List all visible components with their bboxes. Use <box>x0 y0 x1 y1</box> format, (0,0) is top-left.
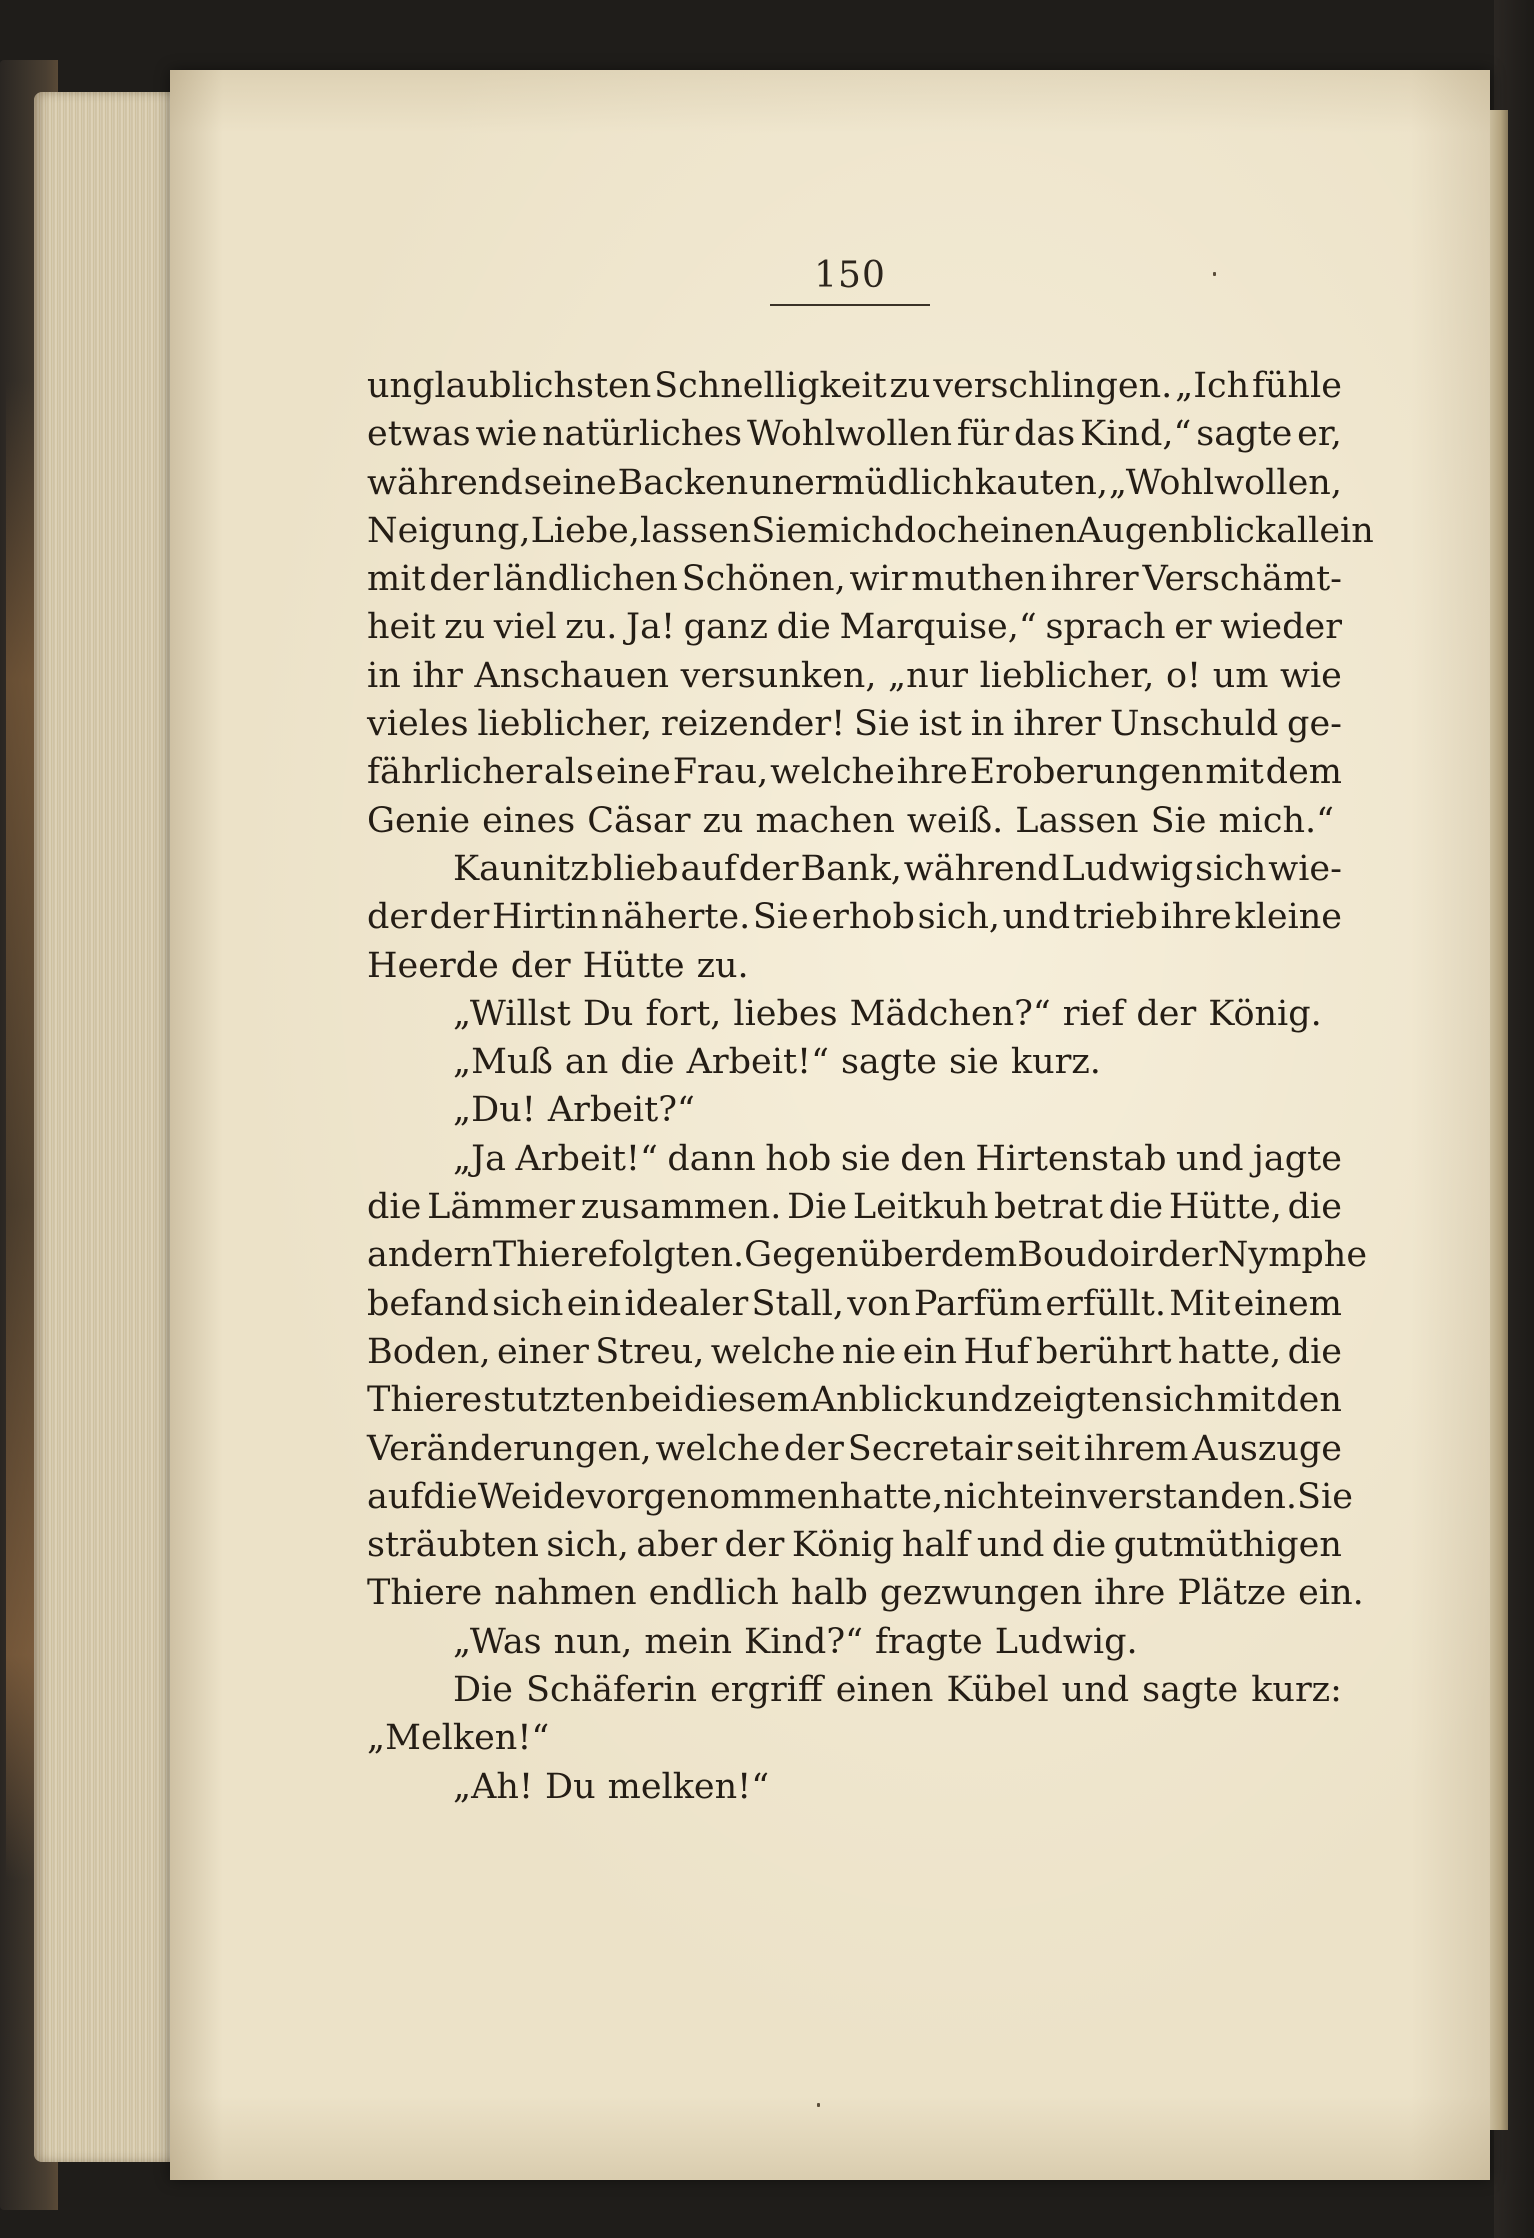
word: Heerde <box>367 945 499 986</box>
text-line <box>367 942 1342 990</box>
word: welche <box>655 1428 781 1469</box>
text-line <box>367 1569 1364 1617</box>
word: endlich <box>648 1573 779 1614</box>
word: der <box>738 848 799 889</box>
text-line <box>367 362 1342 410</box>
word: Verschämt- <box>1142 559 1342 600</box>
text-line <box>367 459 1342 507</box>
word: ihr <box>412 655 463 696</box>
word: erhob <box>811 897 915 938</box>
page-right-edge <box>1490 110 1508 2130</box>
word: mit <box>1205 752 1264 793</box>
word: wie <box>1280 655 1342 696</box>
word: ihrer <box>1050 559 1139 600</box>
word: eines <box>482 800 576 841</box>
word: ergriff <box>710 1670 823 1711</box>
word: „Muß <box>453 1042 553 1083</box>
word: lassen <box>639 510 752 551</box>
word: liebes <box>733 993 838 1034</box>
word: jagte <box>1253 1138 1342 1179</box>
word: Stall, <box>751 1283 844 1324</box>
word: auf <box>367 1476 424 1517</box>
word: Sie <box>853 704 910 745</box>
word: sprach <box>1045 607 1166 648</box>
word: halb <box>790 1573 868 1614</box>
word: reizender! <box>660 704 846 745</box>
word: allein <box>1276 510 1374 551</box>
word: ein <box>902 1331 958 1372</box>
word: kurz. <box>1010 1042 1101 1083</box>
word: trieb <box>1072 897 1158 938</box>
word: wir <box>849 559 908 600</box>
word: „Ich <box>1175 366 1250 406</box>
word: Auszuge <box>1192 1428 1342 1469</box>
word: Boden, <box>367 1331 491 1372</box>
word: zu. <box>565 607 618 648</box>
word: etwas <box>367 414 471 455</box>
text-line <box>367 1714 1342 1762</box>
word: Kübel <box>946 1670 1049 1711</box>
word: blieb <box>590 848 679 889</box>
word: der <box>1157 1235 1218 1276</box>
word: Augenblick <box>1076 510 1277 551</box>
text-line <box>367 1086 1342 1134</box>
word: den <box>1276 1380 1342 1421</box>
word: Eroberungen <box>969 752 1204 793</box>
word: und <box>976 1525 1045 1566</box>
word: fort, <box>645 993 722 1034</box>
word: viel <box>493 607 557 648</box>
word: die <box>1051 1525 1107 1566</box>
word: Sie <box>751 510 808 551</box>
text-line <box>367 652 1342 700</box>
word: der <box>429 559 490 600</box>
word: vorgenommen <box>585 1476 840 1517</box>
word: der <box>429 897 490 938</box>
text-line <box>367 1425 1342 1473</box>
word: nicht <box>943 1476 1034 1517</box>
word: lieblicher, <box>477 704 653 745</box>
page-header <box>770 254 930 306</box>
text-line <box>367 700 1342 748</box>
text-line <box>367 748 1342 796</box>
word: die <box>423 1476 478 1517</box>
word: Die <box>787 1187 848 1228</box>
word: o! <box>1165 655 1202 696</box>
word: ein <box>566 1283 622 1324</box>
word: andern <box>367 1235 493 1276</box>
word: Marquise,“ <box>839 607 1037 648</box>
text-line <box>367 1231 1368 1279</box>
word: Secretair <box>847 1428 1013 1469</box>
word: stutzten <box>483 1380 628 1421</box>
word: ihre <box>896 752 968 793</box>
word: Anschauen <box>474 655 669 696</box>
word: nahmen <box>494 1573 637 1614</box>
word: Sie <box>752 897 809 938</box>
word: die <box>1287 1331 1342 1372</box>
text-line <box>367 507 1374 555</box>
page-number: 150 <box>814 255 886 296</box>
word: an <box>564 1042 609 1083</box>
word: wieder <box>1220 607 1342 648</box>
word: mit <box>1216 1380 1276 1421</box>
word: kleine <box>1234 897 1342 938</box>
word: nie <box>841 1331 897 1372</box>
word: bei <box>628 1380 683 1421</box>
word: ihrer <box>1013 704 1102 745</box>
word: Kaunitz <box>453 848 589 889</box>
word: muthen <box>911 559 1047 600</box>
word: sich <box>1195 848 1267 889</box>
word: „Ah! <box>453 1766 534 1807</box>
word: als <box>543 752 594 793</box>
text-line <box>367 410 1342 458</box>
word: hatte, <box>1177 1331 1282 1372</box>
word: seit <box>1016 1428 1081 1469</box>
header-rule <box>770 304 930 306</box>
word: hob <box>765 1138 832 1179</box>
word: rief <box>1062 993 1125 1034</box>
word: Schäferin <box>525 1670 698 1711</box>
word: Kind?“ <box>744 1621 863 1662</box>
word: Ja! <box>626 607 676 648</box>
word: Arbeit?“ <box>547 1090 695 1131</box>
word: gezwungen <box>879 1573 1083 1614</box>
word: Schnelligkeit <box>654 366 887 406</box>
word: weiß. <box>906 800 1004 841</box>
word: Thiere <box>492 1235 609 1276</box>
word: einen <box>979 510 1077 551</box>
word: natürliches <box>542 414 743 455</box>
word: Frau, <box>672 752 769 793</box>
text-line <box>367 1521 1342 1569</box>
word: diesem <box>683 1380 810 1421</box>
word: einer <box>496 1331 589 1372</box>
word: die <box>1287 1187 1342 1228</box>
word: Thiere <box>367 1573 483 1614</box>
word: „Melken!“ <box>367 1718 550 1759</box>
word: in <box>970 704 1005 745</box>
word: zu. <box>696 945 749 986</box>
word: während <box>367 462 523 503</box>
word: die <box>367 1187 422 1228</box>
word: zu <box>702 800 744 841</box>
word: Du <box>582 993 634 1034</box>
word: unermüdlich <box>748 462 975 503</box>
text-line <box>367 1618 1342 1666</box>
word: Anblick <box>810 1380 945 1421</box>
word: erfüllt. <box>1045 1283 1166 1324</box>
word: um <box>1212 655 1269 696</box>
body-text <box>367 362 1374 1811</box>
word: Du <box>545 1766 596 1807</box>
word: König. <box>1208 993 1322 1034</box>
word: sagte <box>1196 414 1293 455</box>
word: der <box>510 945 571 986</box>
text-line <box>367 1038 1342 1086</box>
word: Thiere <box>367 1380 483 1421</box>
word: ganz <box>683 607 768 648</box>
word: fährlicher <box>367 752 543 793</box>
word: Bank, <box>800 848 902 889</box>
word: doch <box>893 510 980 551</box>
text-line <box>367 845 1342 893</box>
text-line <box>367 555 1342 603</box>
word: für <box>956 414 1010 455</box>
word: aber <box>636 1525 718 1566</box>
word: Ludwig. <box>994 1621 1138 1662</box>
word: einem <box>1233 1283 1342 1324</box>
word: sie <box>948 1042 999 1083</box>
word: welche <box>770 752 895 793</box>
word: das <box>1014 414 1076 455</box>
ink-speck <box>817 2103 820 2107</box>
word: Arbeit!“ <box>686 1042 829 1083</box>
word: ihre <box>1094 1573 1166 1614</box>
word: von <box>847 1283 911 1324</box>
text-line <box>367 1763 1342 1811</box>
word: Genie <box>367 800 471 841</box>
word: Neigung, <box>367 510 531 551</box>
text-line <box>367 603 1342 651</box>
word: auf <box>680 848 737 889</box>
word: die <box>776 607 831 648</box>
word: Backen <box>617 462 749 503</box>
word: Hütte, <box>1168 1187 1282 1228</box>
word: welche <box>710 1331 836 1372</box>
word: ihre <box>1160 897 1232 938</box>
word: ihrem <box>1083 1428 1189 1469</box>
word: und <box>1176 1138 1244 1179</box>
word: nun, <box>553 1621 633 1662</box>
word: König <box>791 1525 895 1566</box>
word: dem <box>1265 752 1342 793</box>
word: der <box>724 1525 785 1566</box>
text-line <box>367 1376 1342 1424</box>
text-line <box>367 1135 1342 1183</box>
word: vieles <box>367 704 469 745</box>
word: mich.“ <box>1218 800 1335 841</box>
word: zu <box>889 366 931 406</box>
text-line <box>367 893 1342 941</box>
word: „Du! <box>453 1090 536 1131</box>
word: Cäsar <box>587 800 691 841</box>
word: mein <box>644 1621 733 1662</box>
text-line <box>367 990 1342 1038</box>
word: Mit <box>1169 1283 1231 1324</box>
word: und <box>1002 897 1071 938</box>
word: mich <box>807 510 894 551</box>
word: versunken, <box>680 655 877 696</box>
word: Streu, <box>595 1331 705 1372</box>
word: „nur <box>888 655 968 696</box>
word: zeigten <box>1013 1380 1144 1421</box>
word: während <box>903 848 1060 889</box>
word: kauten, <box>975 462 1109 503</box>
word: Gegenüber <box>744 1235 941 1276</box>
word: seine <box>523 462 617 503</box>
word: die <box>1108 1187 1164 1228</box>
word: gutmüthigen <box>1113 1525 1342 1566</box>
word: befand <box>367 1283 489 1324</box>
word: Lassen <box>1015 800 1139 841</box>
word: Unschuld <box>1109 704 1279 745</box>
word: melken!“ <box>607 1766 770 1807</box>
word: ist <box>918 704 962 745</box>
word: zu <box>444 607 486 648</box>
word: sich <box>492 1283 564 1324</box>
word: Boudoir <box>1017 1235 1158 1276</box>
word: sich <box>1144 1380 1216 1421</box>
ink-speck <box>1213 272 1216 276</box>
word: Hirtenstab <box>975 1138 1167 1179</box>
word: heit <box>367 607 436 648</box>
word: der <box>367 897 427 938</box>
word: „Was <box>453 1621 542 1662</box>
word: und <box>1061 1670 1130 1711</box>
word: Veränderungen, <box>367 1428 652 1469</box>
word: die <box>620 1042 675 1083</box>
word: einverstanden. <box>1033 1476 1298 1517</box>
word: Lämmer <box>427 1187 576 1228</box>
text-line <box>367 1666 1342 1714</box>
word: Parfüm <box>913 1283 1043 1324</box>
word: unglaublichsten <box>367 366 652 406</box>
word: idealer <box>624 1283 749 1324</box>
word: verschlingen. <box>933 366 1173 406</box>
word: näherte. <box>600 897 751 938</box>
page-edges <box>34 92 184 2162</box>
word: Sie <box>1297 1476 1353 1517</box>
word: ge- <box>1287 704 1342 745</box>
word: berührt <box>1035 1331 1172 1372</box>
word: Ludwig <box>1061 848 1194 889</box>
word: Liebe, <box>530 510 640 551</box>
word: und <box>945 1380 1013 1421</box>
word: Hirtin <box>492 897 599 938</box>
word: machen <box>755 800 895 841</box>
word: kurz: <box>1251 1670 1342 1711</box>
text-line <box>367 1473 1353 1521</box>
text-line <box>367 797 1342 845</box>
word: ländlichen <box>492 559 678 600</box>
word: Plätze <box>1177 1573 1287 1614</box>
word: wie <box>475 414 538 455</box>
word: Weide <box>477 1476 586 1517</box>
word: folgten. <box>608 1235 745 1276</box>
word: der <box>1136 993 1197 1034</box>
word: zusammen. <box>580 1187 782 1228</box>
word: wie- <box>1268 848 1342 889</box>
word: sich, <box>917 897 1000 938</box>
word: den <box>900 1138 966 1179</box>
word: eine <box>595 752 671 793</box>
word: dem <box>940 1235 1018 1276</box>
text-line <box>367 1183 1342 1231</box>
word: half <box>901 1525 970 1566</box>
word: Arbeit!“ <box>515 1138 658 1179</box>
word: Huf <box>963 1331 1030 1372</box>
word: er <box>1174 607 1212 648</box>
word: Schönen, <box>681 559 846 600</box>
word: fühle <box>1251 366 1342 406</box>
word: in <box>367 655 401 696</box>
text-line <box>367 1280 1342 1328</box>
word: lieblicher, <box>979 655 1155 696</box>
word: Nymphe <box>1217 1235 1368 1276</box>
text-line <box>367 1328 1342 1376</box>
word: „Ja <box>453 1138 507 1179</box>
word: Kind,“ <box>1080 414 1192 455</box>
word: Die <box>453 1670 513 1711</box>
word: sich, <box>546 1525 629 1566</box>
word: hatte, <box>839 1476 944 1517</box>
word: sträubten <box>367 1525 539 1566</box>
word: Leitkuh <box>852 1187 989 1228</box>
word: betrat <box>994 1187 1103 1228</box>
word: der <box>784 1428 844 1469</box>
word: Mädchen?“ <box>849 993 1051 1034</box>
word: er, <box>1297 414 1342 455</box>
word: Sie <box>1150 800 1207 841</box>
word: fragte <box>875 1621 983 1662</box>
word: sagte <box>1142 1670 1239 1711</box>
word: einen <box>835 1670 934 1711</box>
word: sagte <box>840 1042 937 1083</box>
word: Wohlwollen <box>746 414 953 455</box>
word: mit <box>367 559 426 600</box>
word: „Wohlwollen, <box>1108 462 1342 503</box>
word: ein. <box>1298 1573 1364 1614</box>
word: „Willst <box>453 993 571 1034</box>
word: sie <box>840 1138 891 1179</box>
word: Hütte <box>582 945 685 986</box>
word: dann <box>667 1138 756 1179</box>
